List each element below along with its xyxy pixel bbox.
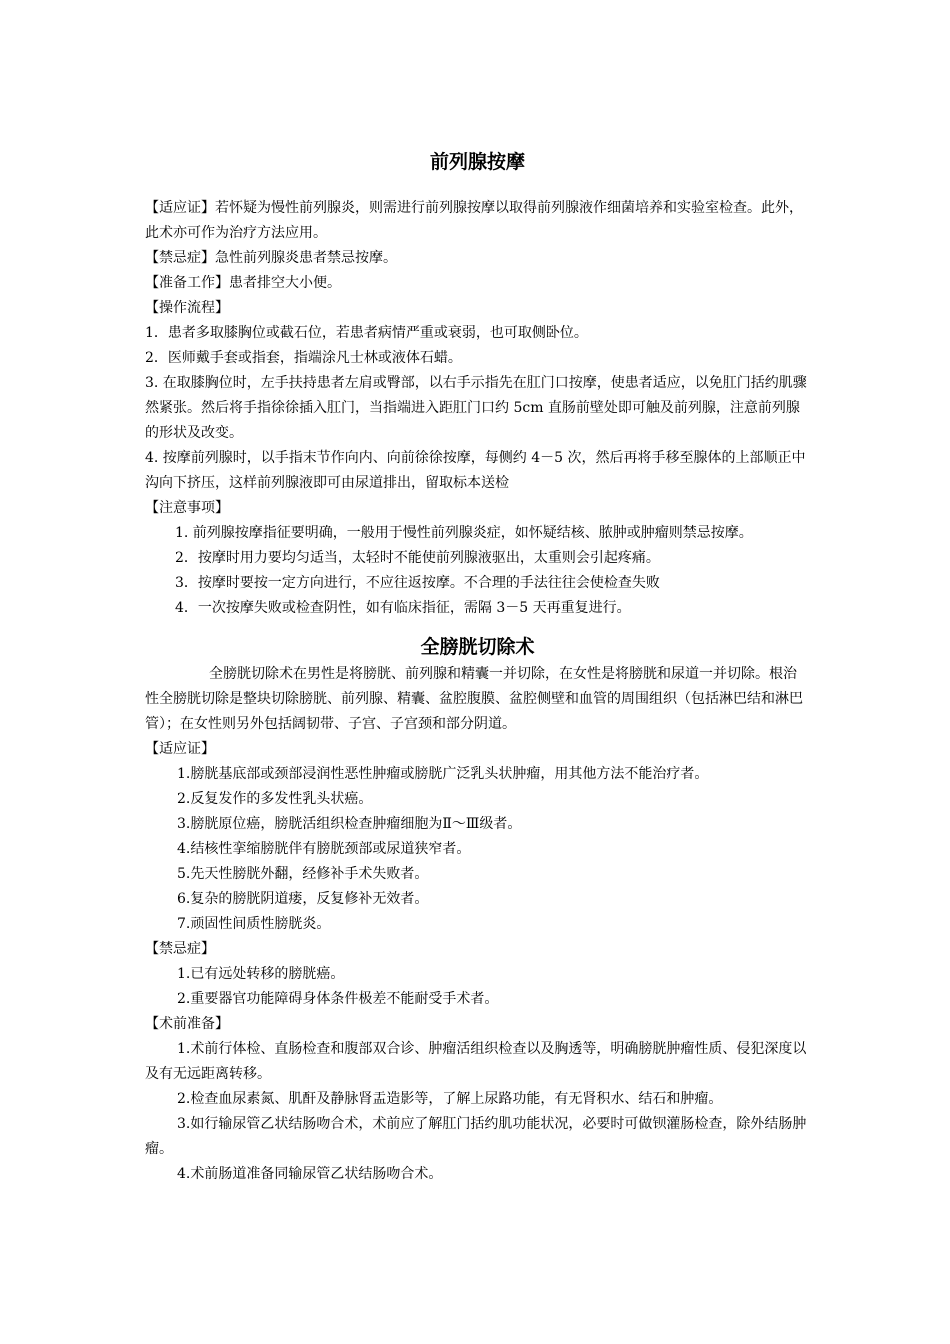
preop-item: 4.术前肠道准备同输尿管乙状结肠吻合术。 xyxy=(177,1166,443,1182)
procedure-step: 3. 在取膝胸位时，左手扶持患者左肩或臀部，以右手示指先在肛门口按摩，使患者适应，以免肛门括约肌骤然紧张。然后将手指徐徐插入肛门，当指端进入距肛门口约 5cm 直肠前壁处即可触及前列腺，注意前列腺的形状及改变。 xyxy=(145,375,807,441)
indications-heading: 【适应证】 xyxy=(145,741,215,757)
section-title: 前列腺按摩 xyxy=(429,151,525,173)
preop-item: 2.检查血尿素氮、肌酐及静脉肾盂造影等，了解上尿路功能，有无肾积水、结石和肿瘤。 xyxy=(177,1091,723,1107)
procedure-step: 2．医师戴手套或指套，指端涂凡士林或液体石蜡。 xyxy=(145,350,462,366)
indication-item: 2.反复发作的多发性乳头状癌。 xyxy=(177,791,373,807)
contraindications-paragraph: 【禁忌症】急性前列腺炎患者禁忌按摩。 xyxy=(145,250,397,266)
note-item: 3．按摩时要按一定方向进行，不应往返按摩。不合理的手法往往会使检查失败 xyxy=(175,575,660,591)
indication-item: 4.结核性挛缩膀胱伴有膀胱颈部或尿道狭窄者。 xyxy=(177,841,471,857)
preparation-paragraph: 【准备工作】患者排空大小便。 xyxy=(145,275,341,291)
notes-heading: 【注意事项】 xyxy=(145,500,229,516)
procedure-step: 1．患者多取膝胸位或截石位，若患者病情严重或衰弱，也可取侧卧位。 xyxy=(145,325,588,341)
contraindications-heading: 【禁忌症】 xyxy=(145,941,215,957)
note-item: 1. 前列腺按摩指征要明确，一般用于慢性前列腺炎症，如怀疑结核、脓肿或肿瘤则禁忌按摩。 xyxy=(175,525,753,541)
procedure-step: 4. 按摩前列腺时，以手指末节作向内、向前徐徐按摩，每侧约 4－5 次，然后再将手移至腺体的上部顺正中沟向下挤压，这样前列腺液即可由尿道排出，留取标本送检 xyxy=(145,450,806,491)
indication-item: 6.复杂的膀胱阴道瘘，反复修补无效者。 xyxy=(177,891,429,907)
preop-item: 3.如行输尿管乙状结肠吻合术，术前应了解肛门括约肌功能状况，必要时可做钡灌肠检查，除外结肠肿瘤。 xyxy=(145,1116,807,1157)
document-page xyxy=(145,145,810,1187)
section-title: 全膀胱切除术 xyxy=(420,636,535,658)
preop-item: 1.术前行体检、直肠检查和腹部双合诊、肿瘤活组织检查以及胸透等，明确膀胱肿瘤性质、侵犯深度以及有无远距离转移。 xyxy=(145,1041,807,1082)
procedure-heading: 【操作流程】 xyxy=(145,300,229,316)
indication-item: 5.先天性膀胱外翻，经修补手术失败者。 xyxy=(177,866,429,882)
note-item: 4．一次按摩失败或检查阴性，如有临床指征，需隔 3－5 天再重复进行。 xyxy=(175,600,631,616)
indication-item: 7.顽固性间质性膀胱炎。 xyxy=(177,916,331,932)
indication-item: 3.膀胱原位癌，膀胱活组织检查肿瘤细胞为Ⅱ～Ⅲ级者。 xyxy=(177,816,522,832)
indications-paragraph: 【适应证】若怀疑为慢性前列腺炎，则需进行前列腺按摩以取得前列腺液作细菌培养和实验室检查。此外，此术亦可作为治疗方法应用。 xyxy=(145,200,803,241)
note-item: 2．按摩时用力要均匀适当，太轻时不能使前列腺液驱出，太重则会引起疼痛。 xyxy=(175,550,660,566)
indication-item: 1.膀胱基底部或颈部浸润性恶性肿瘤或膀胱广泛乳头状肿瘤，用其他方法不能治疗者。 xyxy=(177,766,709,782)
intro-paragraph: 全膀胱切除术在男性是将膀胱、前列腺和精囊一并切除，在女性是将膀胱和尿道一并切除。根治性全膀胱切除是整块切除膀胱、前列腺、精囊、盆腔腹膜、盆腔侧壁和血管的周围组织（包括淋巴结和淋巴管）；在女性则另外包括阔韧带、子宫、子宫颈和部分阴道。 xyxy=(145,666,803,732)
contraindication-item: 1.已有远处转移的膀胱癌。 xyxy=(177,966,345,982)
preop-heading: 【术前准备】 xyxy=(145,1016,229,1032)
contraindication-item: 2.重要器官功能障碍身体条件极差不能耐受手术者。 xyxy=(177,991,499,1007)
